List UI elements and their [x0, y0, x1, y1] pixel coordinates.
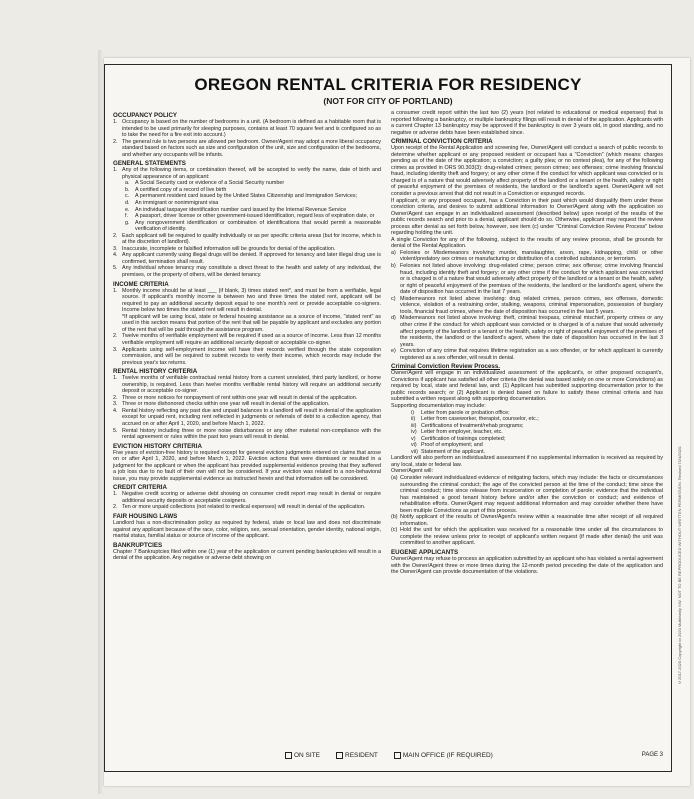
section-heading-fair-housing: FAIR HOUSING LAWS: [113, 512, 178, 520]
list-item: 3. Inaccurate, incomplete or falsified information will be grounds for denial of the application.: [113, 245, 336, 252]
sub-item: d. An immigrant or nonimmigrant visa: [125, 200, 219, 207]
sub-item: g. Any nongovernment identification or combination of identifications that would permit a reasonable verification of identity.: [125, 219, 381, 233]
option-on-site[interactable]: ON SITE: [285, 752, 320, 759]
page-number: PAGE 3: [641, 752, 663, 758]
list-item: 1. Occupancy is based on the number of bedrooms in a unit. (A bedroom is defined as a habitable room that is intended to be used primarily for sleeping purposes, contains at least 70 square feet and is configured so as to take the need for a fire exit into account.): [113, 119, 381, 139]
list-item: a) Felonies or Misdemeanors involving: murder, manslaughter, arson, rape, kidnapping, child or other violent/predatory sex crimes or manufacturing or distribution of a controlled substance, or terrorism.: [391, 249, 663, 263]
section-heading-occupancy: OCCUPANCY POLICY: [113, 112, 178, 119]
section-heading-criminal: CRIMINAL CONVICTION CRITERIA: [391, 138, 493, 146]
section-heading-bankruptcies: BANKRUPTCIES: [113, 541, 163, 549]
signature-location-options: [285, 752, 493, 759]
list-item: *If applicant will be using local, state or federal housing assistance as a source of income, "stated rent" as used in this section means that portion of the rent that will be payable by applicant and excludes any portion of the rent that will be paid through the assistance program.: [122, 313, 381, 333]
section-heading-review: Criminal Conviction Review Process.: [391, 363, 501, 371]
paragraph: If applicant, or any proposed occupant, has a Conviction in their past which would disqualify them under these conviction criteria, and desires to submit additional information to Owner/Agent along with the application so Owner/Agent can engage in an individualized assessment (described below) upon receipt of the results of the public records search and prior to a denial, applicant should do so. Otherwise, applicant may request the review process after denial as set forth below, however, see item (c) under "Criminal Conviction Review Process" below regarding holding the unit.: [391, 197, 663, 237]
paragraph: Supporting documentation may include:: [391, 402, 486, 409]
sub-item: i) Letter from parole or probation office;: [411, 409, 510, 416]
sub-item: iv) Letter from employer, teacher, etc.: [411, 429, 503, 436]
list-item: e) Conviction of any crime that requires lifetime registration as a sex offender, or for which applicant is currently registered as a sex offender, will result in denial.: [391, 348, 663, 361]
list-item: 1. Any of the following items, or combination thereof, will be accepted to verify the name, date of birth and physical appearance of an applicant:: [113, 167, 381, 180]
sub-item: v) Certification of trainings completed;: [411, 435, 506, 442]
list-item: 2. Twelve months of verifiable employment will be required if used as a source of income. Less than 12 months verifiable employment will require an additional security deposit or acceptable co-signer.: [113, 333, 381, 346]
sub-item: b. A certified copy of a record of live birth: [125, 186, 227, 193]
list-item: 3. Three or more dishonored checks within one year will result in denial of the application.: [113, 401, 330, 408]
list-item: 5. Rental history including three or more noise disturbances or any other material non-compliance with the rental agreement or rules within the past two years will result in denial.: [113, 427, 381, 441]
list-item: 5. Any individual whose tenancy may constitute a direct threat to the health and safety of any individual, the premises, or the property of others, will be denied tenancy.: [113, 265, 381, 279]
paragraph: Owner/Agent will engage in an individualized assessment of the applicant's, or other proposed occupant's, Convictions if applicant has satisfied all other criteria (the denial was based solely on one or more Convictions) as required by local, state and federal law, and: (1) Applicant has submitted supporting documentation prior to the public records search; or (2) Applicant is denied based on failure to satisfy these criminal criteria and has submitted a written request along with supporting documentation.: [391, 370, 663, 403]
sub-item: a. A Social Security card or evidence of a Social Security number: [125, 180, 285, 187]
sub-item: iii) Certifications of treatment/rehab programs;: [411, 422, 524, 429]
checkbox-icon[interactable]: [336, 752, 343, 759]
paragraph: Upon receipt of the Rental Application and screening fee, Owner/Agent will conduct a search of public records to determine whether applicant or any proposed resident or occupant has a "Conviction" (which means: charges pending as of the date of the application; a conviction; a guilty plea; or no contest plea), for any of the following crimes as provided in ORS 90.303(3): drug-related crimes; person crimes; sex offenses; crime involving financial fraud, including identity theft and forgery; or any other crime if the conduct for which applicant was convicted or is charged is of a nature that would adversely affect property of the landlord or a tenant or the health, safety or right of peaceful enjoyment of the premises of residents, the landlord or the landlord's agent. Owner/Agent will not consider a previous arrest that did not result in a Conviction or expunged records.: [391, 145, 663, 198]
list-item: (c) Hold the unit for which the application was received for a reasonable time under all the circumstances to complete the review unless prior to receipt of applicant's written request (if made after denial) the unit was committed to another applicant.: [391, 527, 663, 547]
paragraph: Five years of eviction-free history is required except for general eviction judgments entered on claims that arose on or after April 1, 2020, and before March 1, 2022. Eviction actions that were dismissed or resulted in a judgment for the applicant or when the applicant has provided supplemental evidence proving that they suffered a job loss due to no fault of their own will not be considered. If your eviction was related to a non-behavioral issue, you may provide supplemental evidence as instructed herein and that information will be considered.: [113, 449, 381, 482]
sub-item: vii) Statement of the applicant.: [411, 448, 486, 455]
sub-item: vi) Proof of employment; and: [411, 442, 483, 449]
list-item: (a) Consider relevant individualized evidence of mitigating factors, which may include: the facts or circumstances surrounding the criminal conduct; the age of the convicted person at the time of the conduct; time since the criminal conduct; time since release from incarceration or completion of parole; evidence that the individual has maintained a good tenant history before and/or after the conviction or conduct; and evidence of rehabilitation efforts. Owner/Agent may request additional information and may consider whether there have been multiple Convictions as part of this process.: [391, 474, 663, 514]
paragraph: Landlord will also perform an individualized assessment if no supplemental information is received as required by any local, state or federal law.: [391, 455, 663, 468]
left-column: [113, 110, 381, 741]
paragraph: A single Conviction for any of the following, subject to the results of any review process, shall be grounds for denial of the Rental Application.: [391, 236, 663, 250]
list-item: 1. Monthly income should be at least ___ (if blank, 3) times stated rent*, and must be from a verifiable, legal source. If applicant's monthly income is between two and three times the stated rent, applicant will be required to pay an additional security deposit equal to one month's rent or provide acceptable co-signers. Income below two times the stated rent will result in denial.: [113, 287, 381, 314]
sub-item: c. A permanent resident card issued by the United States Citizenship and Immigration Services;: [125, 193, 358, 200]
list-item: 2. Ten or more unpaid collections (not related to medical expenses) will result in denial of the application.: [113, 504, 366, 511]
section-heading-rental-history: RENTAL HISTORY CRITERIA: [113, 368, 198, 376]
checkbox-icon[interactable]: [285, 752, 292, 759]
paragraph: Owner/Agent will:: [391, 468, 433, 475]
document-page: [104, 58, 690, 786]
paragraph: a consumer credit report within the last two (2) years (not related to educational or medical expenses) that is reported following a bankruptcy, or multiple bankruptcy filings will result in denial of the application. Applicants with a current Chapter 13 bankruptcy may be approved if the bankruptcy is over 3 years old, in good standing, and no negative or adverse debts have been established since.: [391, 110, 663, 136]
option-main-office[interactable]: MAIN OFFICE (IF REQUIRED): [394, 752, 493, 759]
document-subtitle: (NOT FOR CITY OF PORTLAND): [323, 96, 453, 106]
list-item: c) Misdemeanors not listed above involving: drug related crimes, person crimes, sex offenses, domestic violence, violation of a restraining order, stalking, weapons, criminal impersonation, possession of burglary tools, financial fraud crimes, where the date of disposition has occurred in the last 5 years.: [391, 295, 663, 315]
list-item: 3. Applicants using self-employment income will have their records verified through the state corporation commission, and will be required to submit records to verify their income, which records may include the previous year's tax returns.: [113, 346, 381, 366]
paragraph: Chapter 7 Bankruptcies filed within one (1) year of the application or current pending bankruptcies will result in a denial of the application. Any negative or adverse debt showing on: [113, 548, 381, 562]
document-footer: [105, 751, 671, 763]
list-item: 4. Rental history reflecting any past due and unpaid balances to a landlord will result in denial of the application except for unpaid rent, including rent reflected in judgments or referrals of debt to a collection agency, that accrued on or after April 1, 2020, and before March 1, 2022.: [113, 407, 381, 427]
list-item: 1. Twelve months of verifiable contractual rental history from a current unrelated, third party landlord, or home ownership, is required. Less than twelve months verifiable rental history will require an additional security deposit or acceptable co-signer.: [113, 375, 381, 395]
copyright-side-note: ©2017-2020 Copyright to 2020 Multifamily NW. NOT TO BE REPRODUCED WITHOUT WRITTEN PERMISSION. Revised 7/24/2020.: [677, 445, 682, 685]
list-item: 2. Each applicant will be required to qualify individually or as per specific criteria areas (but for income, which is at the discretion of landlord).: [113, 232, 381, 246]
list-item: 2. The general rule is two persons are allowed per bedroom. Owner/Agent may adopt a more liberal occupancy standard based on factors such as size and configuration of the unit, size and configuration of the bedrooms, and whether any occupants will be infants.: [113, 138, 381, 158]
paragraph: Owner/Agent may refuse to process an application submitted by an applicant who has violated a rental agreement with the Owner/Agent three or more times during the 12-month period preceding the date of the application and the Owner/Agent can provide documentation of the violations.: [391, 556, 663, 576]
sub-item: ii) Letter from caseworker, therapist, counselor, etc.;: [411, 416, 539, 423]
sub-item: e. An individual taxpayer identification number card issued by the Internal Revenue Service: [125, 206, 347, 213]
document-title: OREGON RENTAL CRITERIA FOR RESIDENCY: [194, 75, 582, 94]
right-column: [391, 110, 663, 741]
sub-item: f. A passport, driver license or other government-issued identification, regard less of expiration date, or: [125, 213, 375, 220]
section-heading-income: INCOME CRITERIA: [113, 280, 169, 288]
document-border: [104, 64, 682, 772]
section-heading-general: GENERAL STATEMENTS: [113, 160, 186, 168]
list-item: 2. Three or more notices for nonpayment of rent within one year will result in denial of the application.: [113, 394, 358, 401]
list-item: b) Felonies not listed above involving: drug-related crime; person crime; sex offense; crime involving financial fraud, including identity theft and forgery; or any other crime if the conduct for which applicant was convicted or is charged is of a nature that would adversely affect property of the landlord or a tenant or the health, safety or right of peaceful enjoyment of the premises of the residents, the landlord or the landlord's agent, where the date of disposition has occurred in the last 7 years.: [391, 263, 663, 296]
option-resident[interactable]: RESIDENT: [336, 752, 378, 759]
section-heading-eugene: EUGENE APPLICANTS: [391, 549, 459, 556]
list-item: d) Misdemeanors not listed above involving: theft, criminal trespass, criminal mischief, property crimes or any other crime if the conduct for which applicant was convicted or is charged is of a nature that would adversely affect property of the landlord or a tenant or the health, safety or right of peaceful enjoyment of the premises of the residents, the landlord or the landlord's agent, where the date of disposition has occurred in the last 3 years.: [391, 315, 663, 348]
section-heading-eviction: EVICTION HISTORY CRITERIA: [113, 442, 202, 450]
list-item: (b) Notify applicant of the results of Owner/Agent's review within a reasonable time after receipt of all required information.: [391, 514, 663, 527]
section-heading-credit: CREDIT CRITERIA: [113, 484, 167, 492]
checkbox-icon[interactable]: [394, 752, 401, 759]
paragraph: Landlord has a non-discrimination policy as required by federal, state or local law and does not discriminate against any applicant because of the race, color, religion, sex, sexual orientation, gender identity, national origin, marital status, familial status or source of income of the applicant.: [113, 519, 381, 540]
list-item: 4. Any applicant currently using illegal drugs will be denied. If approved for tenancy and later illegal drug use is confirmed, termination shall result.: [113, 252, 381, 265]
list-item: 1. Negative credit scoring or adverse debt showing on consumer credit report may result in denial or require additional security deposits or acceptable cosigners.: [113, 491, 381, 504]
